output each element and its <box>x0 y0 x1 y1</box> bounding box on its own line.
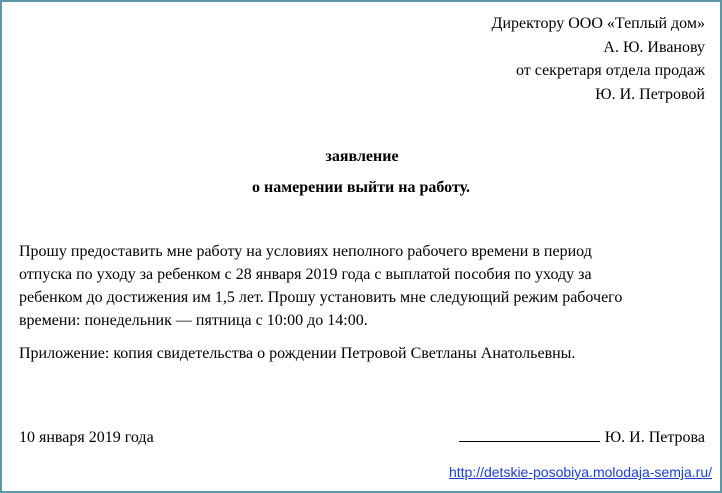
recipient-name: А. Ю. Иванову <box>603 38 705 56</box>
body-line: Прошу предоставить мне работу на условиях неполного рабочего времени в период <box>19 243 592 260</box>
document-date: 10 января 2019 года <box>19 429 154 446</box>
document-header <box>492 12 705 106</box>
sender-name: Ю. И. Петровой <box>595 85 705 103</box>
document-subtitle: о намерении выйти на работу. <box>251 179 471 196</box>
body-line: ребенком до достижения им 1,5 лет. Прошу установить мне следующий режим рабочего <box>19 289 623 306</box>
document-title: заявление <box>325 148 399 165</box>
signature-name: Ю. И. Петрова <box>604 429 705 446</box>
document-body <box>19 240 709 332</box>
signature-line <box>459 426 600 442</box>
signature-block <box>459 426 705 449</box>
body-line: отпуска по уходу за ребенком с 28 января 2019 года с выплатой пособия по уходу за <box>19 266 592 283</box>
sender-position: от секретаря отдела продаж <box>516 62 705 79</box>
body-line: времени: понедельник — пятница с 10:00 до 14:00. <box>19 312 368 329</box>
source-link[interactable]: http://detskie-posobiya.molodaja-semja.ru/ <box>448 464 712 480</box>
recipient-position: Директору ООО «Теплый дом» <box>491 15 705 32</box>
attachment-note: Приложение: копия свидетельства о рождении Петровой Светланы Анатольевны. <box>19 345 576 362</box>
